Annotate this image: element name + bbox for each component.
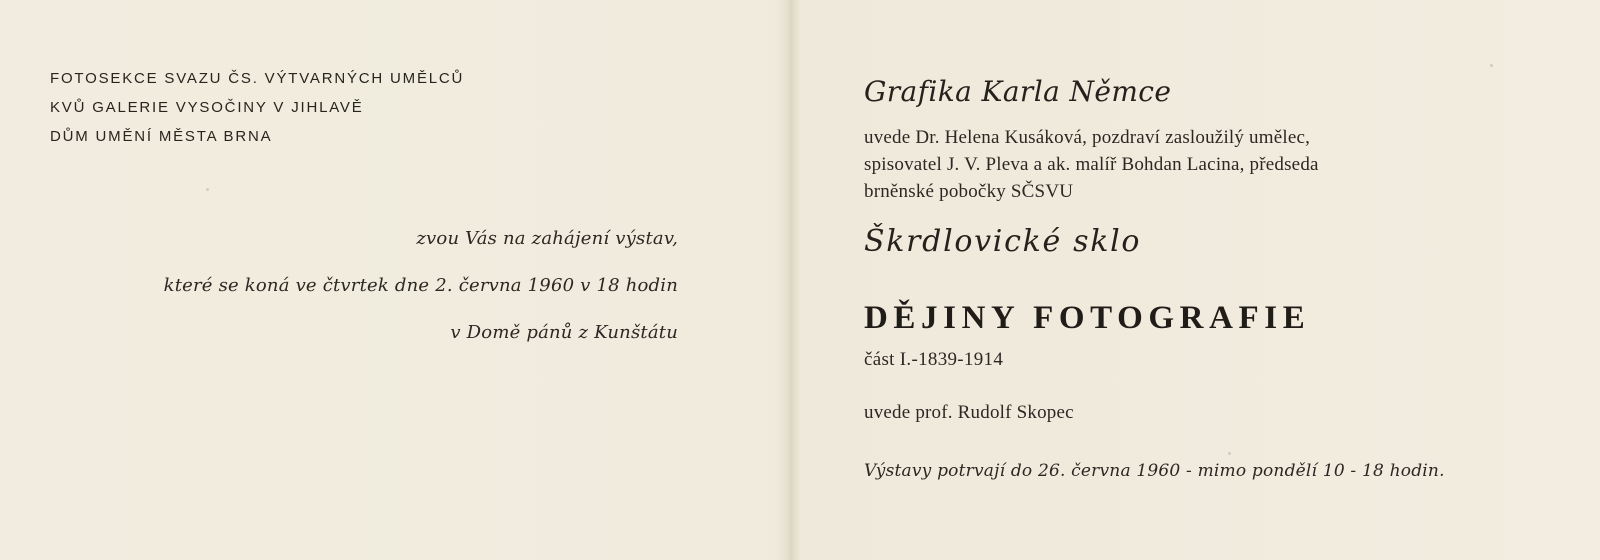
- organizer-line-2: KVŮ GALERIE VYSOČINY V JIHLAVĚ: [50, 99, 364, 116]
- exhibition-subtitle: část I.-1839-1914: [864, 349, 1004, 370]
- exhibition-title-sklo: Škrdlovické sklo: [864, 224, 1142, 259]
- exhibition-title-grafika: Grafika Karla Němce: [864, 75, 1172, 108]
- left-panel: [0, 0, 790, 560]
- paper-speck: [206, 188, 209, 191]
- exhibition-intro: uvede prof. Rudolf Skopec: [864, 402, 1074, 423]
- paper-speck: [1490, 64, 1493, 67]
- exhibition-description-line-2: spisovatel J. V. Pleva a ak. malíř Bohdan Lacina, předseda: [864, 154, 1319, 175]
- organizer-line-3: DŮM UMĚNÍ MĚSTA BRNA: [50, 128, 273, 145]
- exhibition-description-line-3: brněnské pobočky SČSVU: [864, 181, 1074, 202]
- invitation-line-3: v Domě pánů z Kunštátu: [450, 322, 678, 343]
- paper-speck: [1228, 452, 1231, 455]
- exhibition-description-line-1: uvede Dr. Helena Kusáková, pozdraví zasloužilý umělec,: [864, 127, 1311, 148]
- organizer-line-1: FOTOSEKCE SVAZU ČS. VÝTVARNÝCH UMĚLCŮ: [50, 70, 465, 87]
- exhibition-duration: Výstavy potrvají do 26. června 1960 - mimo pondělí 10 - 18 hodin.: [864, 461, 1445, 481]
- invitation-line-2: které se koná ve čtvrtek dne 2. června 1960 v 18 hodin: [163, 275, 678, 296]
- invitation-line-1: zvou Vás na zahájení výstav,: [416, 228, 678, 249]
- exhibition-title-dejiny-fotografie: DĚJINY FOTOGRAFIE: [864, 300, 1311, 336]
